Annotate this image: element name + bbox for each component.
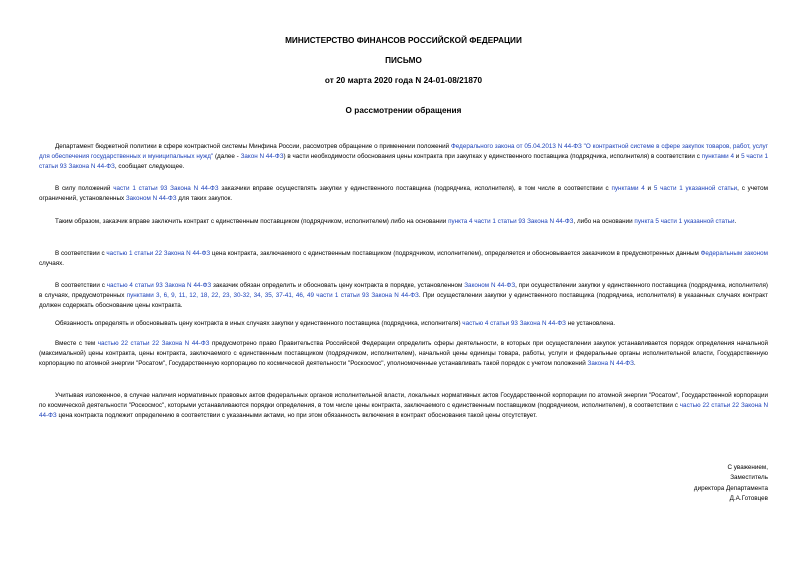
law-reference-link[interactable]: частью 1 статьи 22 Закона N 44-ФЗ [106,250,211,257]
paragraph-text: Департамент бюджетной политики в сфере контрактной системы Минфина России, рассмотрев обращение о применении положений [55,143,452,150]
law-reference-link[interactable]: частью 22 статьи 22 Закона N 44-ФЗ [97,340,210,347]
paragraph-text: ) в части необходимости обоснования цены контракта при закупках у единственного поставщика (подрядчика, исполнителя) в соответствии с [283,153,702,161]
paragraph-text: В силу положений [55,185,114,192]
law-reference-link[interactable]: пунктами 4 [611,185,645,192]
law-reference-link[interactable]: Законом N 44-ФЗ [464,282,516,289]
paragraph-text: , при осуществлении закупки у единственного поставщика (подрядчика, исполнителя) в случаях, предусмотренных [39,282,768,300]
law-reference-link[interactable]: части 1 статьи 93 Закона N 44-ФЗ [113,185,219,192]
document-type: ПИСЬМО [385,56,422,65]
paragraph-text: В соответствии с [55,250,107,257]
law-reference-link[interactable]: частью 22 статьи 22 Закона N 44-ФЗ [39,402,769,420]
paragraph-text: . [633,360,636,368]
paragraph-text: и [733,153,742,161]
law-reference-link[interactable]: Закона N 44-ФЗ [587,360,634,368]
paragraph-1 [39,142,768,173]
law-reference-link[interactable]: частью 4 статьи 93 Закона N 44-ФЗ [106,282,212,289]
law-reference-link[interactable]: Федерального закона от 05.04.2013 N 44-ФЗ "О контрактной системе в сфере закупок товаров, работ, услуг для обеспечения государственных и муниципальных нужд" [39,143,768,161]
signature-line: Заместитель [730,474,768,482]
paragraph-text: не установлена. [565,320,616,327]
paragraph-text: цена контракта, заключаемого с единственным поставщиком (подрядчиком, исполнителем), определяется и обосновывается заказчиком в предусмотренных данным [210,250,701,257]
letter-subject: О рассмотрении обращения [345,106,462,115]
paragraph-3 [39,217,768,227]
paragraph-text: для таких закупок. [176,195,233,203]
paragraph-text: заказчик обязан определить и обосновать цену контракта в порядке, установленном [211,282,465,289]
law-reference-link[interactable]: 5 части 1 статьи 93 Закона N 44-ФЗ [39,153,768,171]
law-reference-link[interactable]: Федеральным законом [700,250,768,257]
paragraph-text: Обязанность определять и обосновывать цену контракта в иных случаях закупки у единственного поставщика (подрядчика, исполнителя) [55,320,463,327]
paragraph-text: , с учетом ограничений, установленных [39,185,768,203]
signature-line: директора Департамента [693,484,768,492]
paragraph-2 [39,184,768,204]
paragraph-text: и [644,185,654,192]
paragraph-text: заказчики вправе осуществлять закупки у единственного поставщика (подрядчика, исполнителя), в том числе в соответствии с [218,185,612,192]
paragraph-5 [39,281,768,312]
paragraph-7 [39,339,768,370]
paragraph-text: . При осуществлении закупки у единственного поставщика (подрядчика, исполнителя) в указанных случаях контракт должен содержать обоснование цены контракта. [39,292,768,310]
law-reference-link[interactable]: пункта 4 части 1 статьи 93 Закона N 44-ФЗ [448,218,574,225]
ministry-heading: МИНИСТЕРСТВО ФИНАНСОВ РОССИЙСКОЙ ФЕДЕРАЦИИ [285,36,522,45]
law-reference-link[interactable]: 5 части 1 указанной статьи [653,185,738,192]
paragraph-text: цена контракта подлежит определению в соответствии с указанными актами, но при этом обязанность включения в контракт обоснования такой цены отсутствует. [56,412,538,420]
paragraph-6 [39,319,768,329]
date-and-number: от 20 марта 2020 года N 24-01-08/21870 [324,76,483,85]
paragraph-text: . [734,218,737,225]
paragraph-text: Вместе с тем [55,340,98,347]
paragraph-text: (далее - [213,153,241,161]
law-reference-link[interactable]: Закон N 44-ФЗ [240,153,284,161]
signatory-name: Д.А.Готовцев [729,495,768,503]
law-reference-link[interactable]: пунктами 3, 6, 9, 11, 12, 18, 22, 23, 30-32, 34, 35, 37-41, 46, 49 части 1 статьи 93 Закона N 44-ФЗ [126,292,419,300]
law-reference-link[interactable]: пункта 5 части 1 указанной статьи [634,218,735,225]
signature-block [694,463,768,505]
paragraph-text: случаях. [39,260,65,268]
paragraph-text: В соответствии с [55,282,107,289]
paragraph-text: Таким образом, заказчик вправе заключить контракт с единственным поставщиком (подрядчиком, исполнителем) либо на основании [55,218,449,225]
paragraph-text: предусмотрено право Правительства Российской Федерации определить сферы деятельности, в которых при осуществлении закупок устанавливается порядок определения начальной (максимальной) цены контракта, цены контракта, заключаемого с единственным поставщиком (подрядчиком, исполнителем), начальной цены единицы товара, работы, услуги и федеральные органы исполнительной власти, Государственную корпорацию по атомной энергии "Росатом", Государственную корпорацию по космической деятельности "Роскосмос", уполномоченные устанавливать такой порядок с учетом положений [39,340,769,368]
law-reference-link[interactable]: Законом N 44-ФЗ [125,195,177,203]
paragraph-text: , либо на основании [573,218,635,225]
paragraph-8 [39,391,768,422]
law-reference-link[interactable]: частью 4 статьи 93 Закона N 44-ФЗ [462,320,566,327]
paragraph-text: Учитывая изложенное, в случае наличия нормативных правовых актов федеральных органов исполнительной власти, локальных нормативных актов Государственной корпорации по атомной энергии "Росатом", Государственной корпорации по космической деятельности "Роскосмос", которыми устанавливаются порядки определения, в том числе цены контракта, заключаемого с единственным поставщиком (подрядчиком, исполнителем), в соответствии с [39,392,768,410]
law-reference-link[interactable]: пунктами 4 [701,153,734,161]
paragraph-4 [39,249,768,269]
signature-line: С уважением, [727,464,768,471]
paragraph-text: , сообщает следующее. [114,163,185,171]
